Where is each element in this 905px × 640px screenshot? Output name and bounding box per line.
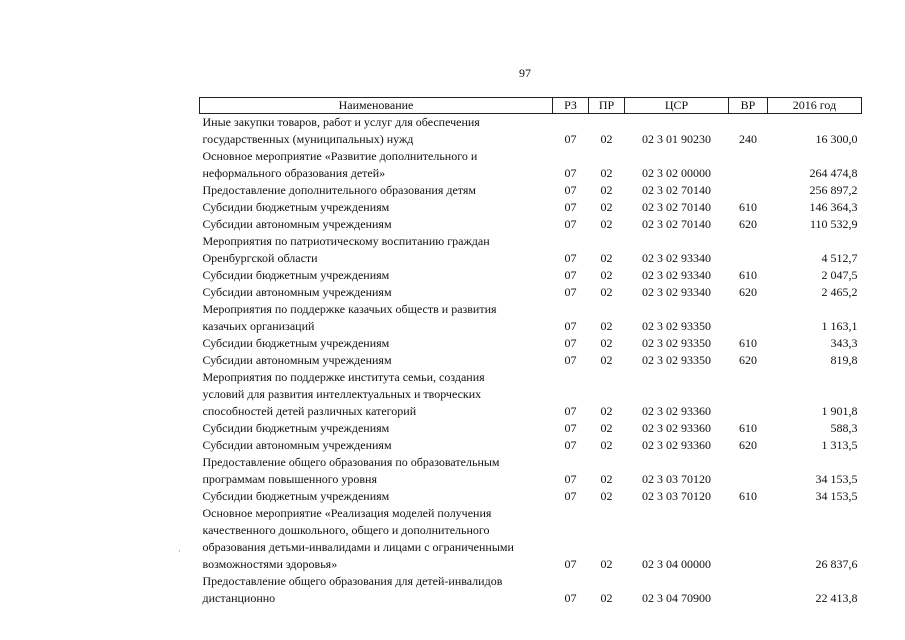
cell-sum-text: 110 532,9 (809, 217, 858, 231)
cell-csr-text: 02 3 02 00000 (642, 166, 711, 180)
cell-rz-text: 07 (564, 472, 577, 486)
cell-rz-text: 07 (564, 336, 577, 350)
cell-rz (553, 182, 589, 199)
cell-rz-text: 07 (564, 438, 577, 452)
cell-sum (768, 267, 862, 284)
cell-name-text: Основное мероприятие «Реализация моделей получения качественного дошкольного, общего и дополнительного образования детьми-инвалидами и лицами с ограниченными возможностями здоровья» (202, 506, 514, 571)
table-body (200, 114, 862, 608)
cell-rz (553, 454, 589, 488)
cell-rz-text: 07 (564, 183, 577, 197)
cell-rz-text: 07 (564, 132, 577, 146)
cell-rz (553, 148, 589, 182)
table-row (200, 233, 862, 267)
cell-csr (625, 267, 729, 284)
cell-csr-text: 02 3 02 93360 (642, 404, 711, 418)
cell-rz (553, 437, 589, 454)
cell-pr (589, 369, 625, 420)
cell-vr (729, 148, 768, 182)
cell-pr-text: 02 (600, 472, 613, 486)
cell-name-text: Мероприятия по поддержке казачьих обществ и развития казачьих организаций (202, 302, 497, 333)
header-rz: РЗ (553, 98, 589, 114)
cell-pr (589, 199, 625, 216)
cell-rz-text: 07 (564, 200, 577, 214)
cell-sum (768, 505, 862, 573)
header-pr: ПР (589, 98, 625, 114)
cell-pr (589, 420, 625, 437)
cell-pr (589, 488, 625, 505)
cell-rz-text: 07 (564, 268, 577, 282)
cell-vr (729, 284, 768, 301)
cell-name (200, 182, 553, 199)
cell-name-text: Мероприятия по поддержке института семьи, создания условий для развития интеллектуальных и творческих способностей детей различных категорий (202, 370, 485, 418)
cell-sum (768, 199, 862, 216)
cell-name-text: Субсидии бюджетным учреждениям (202, 489, 390, 503)
table-row (200, 284, 862, 301)
cell-csr (625, 182, 729, 199)
cell-name-text: Мероприятия по патриотическому воспитанию граждан Оренбургской области (202, 234, 490, 265)
cell-vr (729, 573, 768, 607)
cell-pr (589, 182, 625, 199)
cell-pr-text: 02 (600, 132, 613, 146)
cell-vr-text: 610 (739, 336, 757, 350)
cell-name (200, 284, 553, 301)
cell-vr-text: 610 (739, 268, 757, 282)
cell-name (200, 335, 553, 352)
cell-vr (729, 335, 768, 352)
cell-csr-text: 02 3 01 90230 (642, 132, 711, 146)
cell-vr-text: 620 (739, 217, 757, 231)
budget-table (199, 97, 862, 607)
scan-speck: · (178, 546, 181, 556)
cell-sum-text: 16 300,0 (815, 132, 858, 146)
table-row (200, 505, 862, 573)
cell-sum (768, 488, 862, 505)
cell-vr (729, 182, 768, 199)
cell-rz-text: 07 (564, 421, 577, 435)
cell-sum (768, 573, 862, 607)
cell-name-text: Иные закупки товаров, работ и услуг для обеспечения государственных (муниципальных) нужд (202, 115, 480, 146)
cell-csr (625, 233, 729, 267)
cell-name-text: Предоставление общего образования по образовательным программам повышенного уровня (202, 455, 500, 486)
cell-vr-text: 610 (739, 200, 757, 214)
table-row (200, 454, 862, 488)
cell-rz (553, 573, 589, 607)
cell-sum-text: 34 153,5 (815, 489, 858, 503)
cell-pr-text: 02 (600, 557, 613, 571)
cell-csr-text: 02 3 02 70140 (642, 183, 711, 197)
cell-csr-text: 02 3 02 93360 (642, 438, 711, 452)
cell-rz (553, 352, 589, 369)
table-row (200, 335, 862, 352)
cell-rz (553, 114, 589, 149)
cell-rz-text: 07 (564, 285, 577, 299)
cell-name-text: Субсидии автономным учреждениям (202, 217, 392, 231)
cell-vr-text: 620 (739, 438, 757, 452)
header-name: Наименование (200, 98, 553, 114)
cell-pr-text: 02 (600, 183, 613, 197)
cell-sum (768, 301, 862, 335)
cell-sum-text: 343,3 (830, 336, 858, 350)
cell-csr-text: 02 3 04 00000 (642, 557, 711, 571)
cell-pr (589, 284, 625, 301)
cell-vr (729, 369, 768, 420)
cell-vr (729, 505, 768, 573)
cell-vr (729, 352, 768, 369)
cell-csr (625, 352, 729, 369)
cell-name (200, 301, 553, 335)
cell-name-text: Субсидии бюджетным учреждениям (202, 336, 390, 350)
cell-csr (625, 335, 729, 352)
cell-pr-text: 02 (600, 591, 613, 605)
cell-rz-text: 07 (564, 217, 577, 231)
cell-csr-text: 02 3 04 70900 (642, 591, 711, 605)
cell-csr (625, 301, 729, 335)
cell-csr-text: 02 3 02 93350 (642, 336, 711, 350)
cell-vr-text: 610 (739, 489, 757, 503)
cell-sum (768, 182, 862, 199)
cell-pr-text: 02 (600, 200, 613, 214)
cell-name (200, 352, 553, 369)
cell-vr-text: 620 (739, 353, 757, 367)
cell-csr (625, 437, 729, 454)
cell-pr-text: 02 (600, 319, 613, 333)
cell-pr-text: 02 (600, 438, 613, 452)
cell-vr (729, 216, 768, 233)
cell-rz (553, 233, 589, 267)
cell-name-text: Субсидии бюджетным учреждениям (202, 421, 390, 435)
cell-vr-text: 610 (739, 421, 757, 435)
cell-name (200, 199, 553, 216)
cell-csr (625, 284, 729, 301)
cell-rz (553, 488, 589, 505)
cell-csr-text: 02 3 02 70140 (642, 217, 711, 231)
cell-rz-text: 07 (564, 319, 577, 333)
cell-csr (625, 216, 729, 233)
cell-pr (589, 148, 625, 182)
cell-name (200, 267, 553, 284)
cell-pr-text: 02 (600, 217, 613, 231)
cell-vr (729, 114, 768, 149)
cell-pr-text: 02 (600, 268, 613, 282)
cell-pr-text: 02 (600, 421, 613, 435)
cell-rz-text: 07 (564, 353, 577, 367)
cell-sum-text: 588,3 (830, 421, 858, 435)
cell-sum-text: 2 465,2 (821, 285, 858, 299)
cell-sum-text: 819,8 (830, 353, 858, 367)
cell-pr (589, 301, 625, 335)
cell-csr-text: 02 3 03 70120 (642, 472, 711, 486)
table-row (200, 573, 862, 607)
cell-csr (625, 488, 729, 505)
cell-name-text: Предоставление дополнительного образования детям (202, 183, 476, 197)
cell-vr (729, 420, 768, 437)
cell-vr (729, 199, 768, 216)
cell-name-text: Субсидии бюджетным учреждениям (202, 200, 390, 214)
cell-rz-text: 07 (564, 591, 577, 605)
cell-sum (768, 233, 862, 267)
cell-name (200, 573, 553, 607)
table-row (200, 199, 862, 216)
cell-name (200, 420, 553, 437)
cell-name-text: Основное мероприятие «Развитие дополнительного и неформального образования детей» (202, 149, 478, 180)
cell-name-text: Субсидии автономным учреждениям (202, 438, 392, 452)
cell-pr (589, 505, 625, 573)
cell-pr-text: 02 (600, 353, 613, 367)
cell-vr (729, 437, 768, 454)
cell-sum (768, 437, 862, 454)
cell-sum-text: 4 512,7 (821, 251, 858, 265)
cell-pr (589, 114, 625, 149)
cell-vr-text: 240 (739, 132, 757, 146)
cell-sum-text: 264 474,8 (809, 166, 858, 180)
cell-sum (768, 284, 862, 301)
cell-rz-text: 07 (564, 251, 577, 265)
cell-sum-text: 146 364,3 (809, 200, 858, 214)
cell-name (200, 488, 553, 505)
cell-csr-text: 02 3 02 93340 (642, 268, 711, 282)
cell-sum-text: 2 047,5 (821, 268, 858, 282)
cell-name (200, 454, 553, 488)
cell-csr (625, 505, 729, 573)
cell-pr-text: 02 (600, 251, 613, 265)
table-row (200, 267, 862, 284)
cell-rz (553, 420, 589, 437)
cell-pr (589, 454, 625, 488)
cell-sum (768, 352, 862, 369)
table-row (200, 182, 862, 199)
cell-sum-text: 1 163,1 (821, 319, 858, 333)
table-header (200, 98, 862, 114)
cell-name-text: Предоставление общего образования для детей-инвалидов дистанционно (202, 574, 503, 605)
cell-name (200, 437, 553, 454)
cell-csr (625, 369, 729, 420)
cell-name (200, 369, 553, 420)
table-row (200, 420, 862, 437)
cell-rz (553, 216, 589, 233)
cell-sum-text: 256 897,2 (809, 183, 858, 197)
cell-sum (768, 216, 862, 233)
cell-pr-text: 02 (600, 336, 613, 350)
cell-sum-text: 1 901,8 (821, 404, 858, 418)
table-row (200, 437, 862, 454)
cell-pr-text: 02 (600, 285, 613, 299)
cell-csr-text: 02 3 03 70120 (642, 489, 711, 503)
cell-name (200, 505, 553, 573)
cell-sum (768, 420, 862, 437)
cell-csr-text: 02 3 02 93340 (642, 285, 711, 299)
cell-csr (625, 420, 729, 437)
cell-csr-text: 02 3 02 93350 (642, 353, 711, 367)
cell-vr-text: 620 (739, 285, 757, 299)
cell-pr (589, 216, 625, 233)
cell-rz-text: 07 (564, 557, 577, 571)
cell-csr (625, 454, 729, 488)
cell-csr (625, 114, 729, 149)
cell-sum (768, 454, 862, 488)
cell-csr (625, 148, 729, 182)
cell-pr-text: 02 (600, 166, 613, 180)
cell-name-text: Субсидии автономным учреждениям (202, 353, 392, 367)
cell-vr (729, 301, 768, 335)
cell-name (200, 216, 553, 233)
header-csr: ЦСР (625, 98, 729, 114)
table-row (200, 488, 862, 505)
cell-name (200, 233, 553, 267)
table-row (200, 148, 862, 182)
header-row (200, 98, 862, 114)
cell-pr (589, 267, 625, 284)
cell-pr (589, 573, 625, 607)
table-row (200, 114, 862, 149)
cell-pr-text: 02 (600, 404, 613, 418)
cell-rz (553, 369, 589, 420)
table-row (200, 369, 862, 420)
cell-name-text: Субсидии бюджетным учреждениям (202, 268, 390, 282)
cell-pr (589, 335, 625, 352)
cell-sum (768, 114, 862, 149)
cell-pr (589, 233, 625, 267)
cell-rz (553, 335, 589, 352)
cell-vr (729, 488, 768, 505)
cell-vr (729, 454, 768, 488)
cell-pr (589, 352, 625, 369)
header-sum: 2016 год (768, 98, 862, 114)
cell-rz (553, 267, 589, 284)
cell-csr (625, 199, 729, 216)
page-number: 97 (519, 66, 531, 80)
cell-sum (768, 369, 862, 420)
cell-csr-text: 02 3 02 70140 (642, 200, 711, 214)
cell-csr-text: 02 3 02 93340 (642, 251, 711, 265)
cell-name (200, 114, 553, 149)
cell-sum (768, 335, 862, 352)
cell-rz-text: 07 (564, 404, 577, 418)
cell-csr-text: 02 3 02 93350 (642, 319, 711, 333)
table-row (200, 352, 862, 369)
cell-name (200, 148, 553, 182)
cell-rz-text: 07 (564, 166, 577, 180)
cell-vr (729, 267, 768, 284)
cell-rz (553, 505, 589, 573)
cell-name-text: Субсидии автономным учреждениям (202, 285, 392, 299)
cell-csr-text: 02 3 02 93360 (642, 421, 711, 435)
cell-sum-text: 22 413,8 (815, 591, 858, 605)
cell-rz (553, 301, 589, 335)
cell-sum-text: 26 837,6 (815, 557, 858, 571)
cell-pr (589, 437, 625, 454)
header-vr: ВР (729, 98, 768, 114)
cell-sum (768, 148, 862, 182)
cell-sum-text: 1 313,5 (821, 438, 858, 452)
cell-vr (729, 233, 768, 267)
cell-pr-text: 02 (600, 489, 613, 503)
cell-sum-text: 34 153,5 (815, 472, 858, 486)
table-row (200, 301, 862, 335)
cell-rz-text: 07 (564, 489, 577, 503)
cell-rz (553, 199, 589, 216)
table-row (200, 216, 862, 233)
cell-rz (553, 284, 589, 301)
cell-csr (625, 573, 729, 607)
